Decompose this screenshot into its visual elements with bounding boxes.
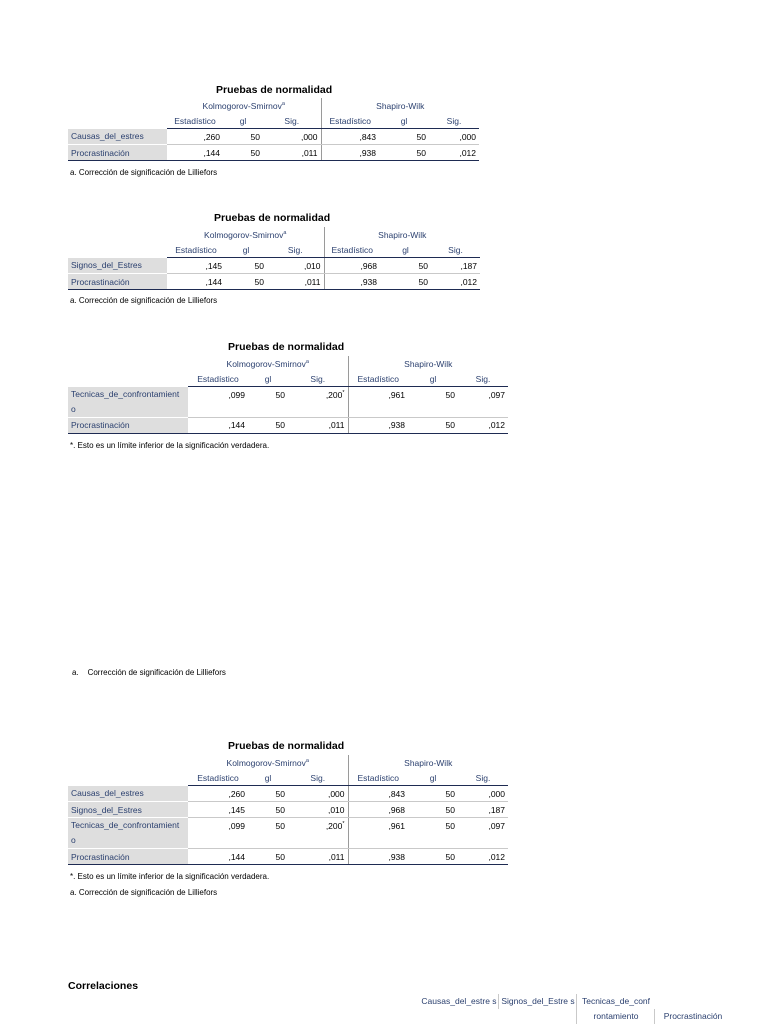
- standalone-footnote: a. Corrección de significación de Lilliefors: [72, 668, 226, 677]
- corr-col-header: Procrastinación: [654, 1009, 731, 1024]
- table-title: Pruebas de normalidad: [228, 341, 345, 353]
- corr-col-header: Tecnicas_de_conf rontamiento: [576, 994, 655, 1024]
- table-row: Causas_del_estres ,260 50 ,000 ,843 50 ,000: [68, 129, 479, 145]
- col-header: Sig.: [429, 113, 479, 129]
- col-header: Estadístico: [348, 371, 408, 387]
- col-header: Sig.: [458, 770, 508, 786]
- sw-header: Shapiro-Wilk: [404, 757, 453, 768]
- data-table: [68, 98, 479, 161]
- footnote: a. Corrección de significación de Lilliefors: [70, 888, 218, 897]
- table-row: Causas_del_estres ,260 50 ,000 ,843 50 ,000: [68, 786, 508, 802]
- col-header: gl: [225, 242, 267, 258]
- row-label: Signos_del_Estres: [68, 258, 167, 274]
- col-header: Sig.: [267, 242, 324, 258]
- footnote: *. Esto es un límite inferior de la significación verdadera.: [70, 441, 270, 450]
- col-header: gl: [223, 113, 263, 129]
- ks-header: Kolmogorov-Smirnov$^a$: [188, 356, 348, 371]
- col-header: gl: [380, 242, 431, 258]
- col-header: Estadístico: [321, 113, 379, 129]
- footnote: a. Corrección de significación de Lilliefors: [70, 296, 218, 305]
- col-header: Sig.: [458, 371, 508, 387]
- row-label: Tecnicas_de_confrontamient o: [68, 387, 188, 418]
- normality-table-2: [68, 212, 488, 312]
- footnote: *. Esto es un límite inferior de la significación verdadera.: [70, 872, 270, 881]
- row-label: Procrastinación: [68, 274, 167, 290]
- table-row: Procrastinación ,144 50 ,011 ,938 50 ,012: [68, 274, 480, 290]
- col-header: Sig.: [288, 770, 348, 786]
- col-header: Estadístico: [167, 242, 225, 258]
- col-header: Estadístico: [167, 113, 223, 129]
- col-header: Estadístico: [188, 770, 248, 786]
- col-header: Estadístico: [324, 242, 380, 258]
- row-label: Procrastinación: [68, 417, 188, 433]
- row-label: Causas_del_estres: [68, 786, 188, 802]
- row-label: Causas_del_estres: [68, 129, 167, 145]
- footnote: a. Corrección de significación de Lilliefors: [70, 168, 218, 177]
- sw-header: Shapiro-Wilk: [404, 358, 453, 369]
- row-label: Procrastinación: [68, 145, 167, 161]
- col-header: gl: [248, 770, 288, 786]
- ks-header: Kolmogorov-Smirnov$^a$: [167, 98, 321, 113]
- normality-table-4: [68, 740, 513, 900]
- data-table: [68, 755, 508, 865]
- table-title: Pruebas de normalidad: [216, 84, 333, 96]
- table-row: Procrastinación ,144 50 ,011 ,938 50 ,012: [68, 417, 508, 433]
- col-header: gl: [408, 371, 458, 387]
- table-row: Tecnicas_de_confrontamient o ,099 50 ,200* ,961 50 ,097: [68, 387, 508, 418]
- sw-header: Shapiro-Wilk: [376, 100, 425, 111]
- correlations-title: Correlaciones: [68, 980, 139, 992]
- col-header: gl: [379, 113, 429, 129]
- row-label: Procrastinación: [68, 849, 188, 865]
- table-title: Pruebas de normalidad: [228, 740, 345, 752]
- data-table: [68, 227, 480, 290]
- normality-table-3: [68, 341, 513, 461]
- col-header: gl: [248, 371, 288, 387]
- table-row: Signos_del_Estres ,145 50 ,010 ,968 50 ,187: [68, 258, 480, 274]
- row-label: Tecnicas_de_confrontamient o: [68, 818, 188, 849]
- col-header: Sig.: [263, 113, 321, 129]
- col-header: Estadístico: [188, 371, 248, 387]
- col-header: gl: [408, 770, 458, 786]
- col-header: Sig.: [431, 242, 480, 258]
- ks-header: Kolmogorov-Smirnov$^a$: [188, 755, 348, 770]
- table-title: Pruebas de normalidad: [214, 212, 331, 224]
- row-label: Signos_del_Estres: [68, 802, 188, 818]
- ks-header: Kolmogorov-Smirnov$^a$: [167, 227, 324, 242]
- sw-header: Shapiro-Wilk: [378, 229, 427, 240]
- table-row: Tecnicas_de_confrontamient o ,099 50 ,200* ,961 50 ,097: [68, 818, 508, 849]
- normality-table-1: [68, 84, 488, 184]
- data-table: [68, 356, 508, 434]
- col-header: Sig.: [288, 371, 348, 387]
- corr-col-header: Signos_del_Estre s: [498, 994, 577, 1009]
- col-header: Estadístico: [348, 770, 408, 786]
- table-row: Procrastinación ,144 50 ,011 ,938 50 ,012: [68, 145, 479, 161]
- corr-col-header: Causas_del_estre s: [421, 996, 497, 1006]
- table-row: Procrastinación ,144 50 ,011 ,938 50 ,012: [68, 849, 508, 865]
- table-row: Signos_del_Estres ,145 50 ,010 ,968 50 ,187: [68, 802, 508, 818]
